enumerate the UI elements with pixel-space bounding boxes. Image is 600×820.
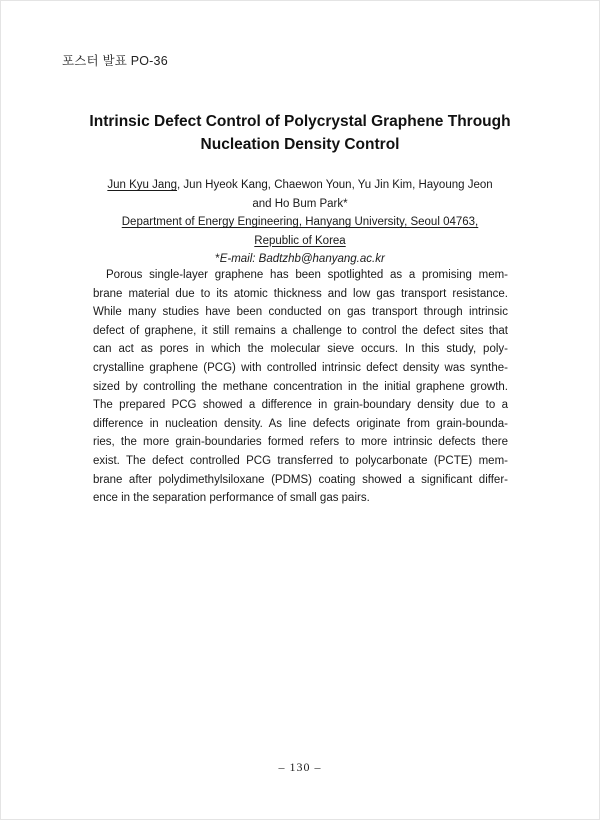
abstract-line: sized by controlling the methane concentration in the initial graphene growth. xyxy=(93,380,508,393)
session-label: 포스터 발표 PO-36 xyxy=(62,54,168,68)
coauthors-line-1: , Jun Hyeok Kang, Chaewon Youn, Yu Jin Kim, Hayoung Jeon xyxy=(177,179,493,191)
affiliation-text-1: Department of Energy Engineering, Hanyang University, Seoul 04763, xyxy=(121,216,479,228)
abstract-line: ries, the more grain-boundaries formed refers to more intrinsic defects there xyxy=(93,436,508,449)
abstract-line: can act as pores in which the molecular sieve occurs. In this study, poly- xyxy=(93,343,508,356)
email-asterisk: * xyxy=(215,253,220,265)
title-line-1: Intrinsic Defect Control of Polycrystal Graphene Through xyxy=(89,113,511,130)
abstract-line: ence in the separation performance of small gas pairs. xyxy=(93,492,370,505)
authors-line-1 xyxy=(90,176,510,195)
abstract-line: brane after polydimethylsiloxane (PDMS) coating showed a significant differ- xyxy=(93,473,508,486)
affiliation-line-2 xyxy=(90,232,510,251)
page-number: – 130 – xyxy=(278,760,322,774)
author-block xyxy=(90,176,510,269)
abstract-line: Porous single-layer graphene has been spotlighted as a promising mem- xyxy=(106,269,508,281)
affiliation-text-2: Republic of Korea xyxy=(254,234,346,247)
abstract-body xyxy=(93,266,508,508)
coauthors-line-2: and Ho Bum Park* xyxy=(252,197,348,210)
abstract-line: crystalline graphene (PCG) with controlled intrinsic defect density was synthe- xyxy=(93,361,508,374)
abstract-line: difference in nucleation density. As line defects originate from grain-bounda- xyxy=(93,417,508,430)
abstract-line: brane material due to its atomic thickness and low gas transport resistance. xyxy=(93,287,508,300)
email-address: E-mail: Badtzhb@hanyang.ac.kr xyxy=(219,253,385,265)
abstract-line: The prepared PCG showed a difference in grain-boundary density due to a xyxy=(93,399,508,412)
affiliation-line-1 xyxy=(90,213,510,232)
paper-title xyxy=(70,110,530,156)
abstract-line: defect of graphene, it still remains a challenge to control the defect sites that xyxy=(93,324,508,337)
abstract-line: exist. The defect controlled PCG transferred to polycarbonate (PCTE) mem- xyxy=(93,454,508,467)
presenting-author: Jun Kyu Jang xyxy=(107,179,178,191)
title-line-2: Nucleation Density Control xyxy=(200,136,400,153)
abstract-line: While many studies have been conducted on gas transport through intrinsic xyxy=(93,306,508,319)
